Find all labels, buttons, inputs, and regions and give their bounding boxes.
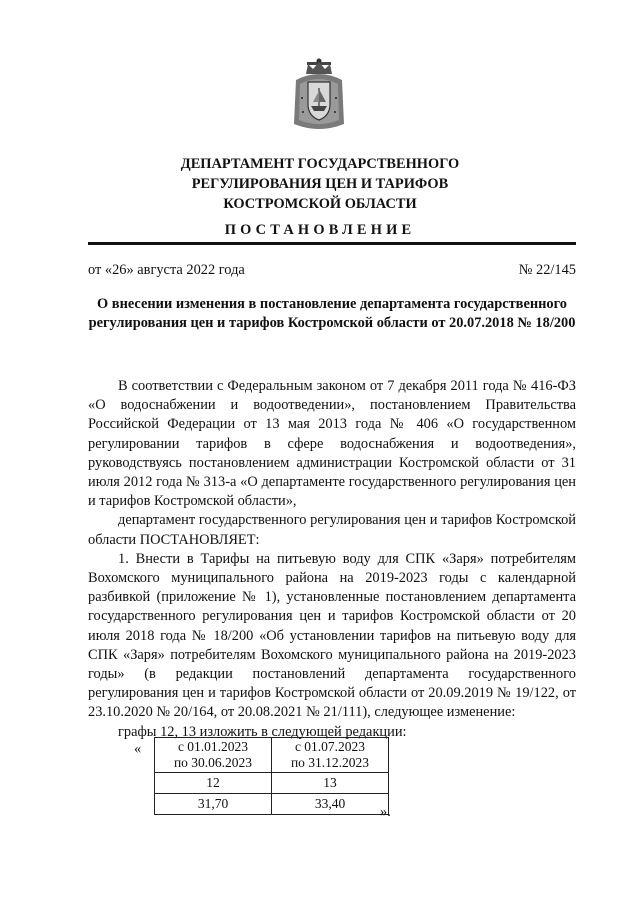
period-from: с 01.07.2023 xyxy=(294,739,366,754)
department-name xyxy=(100,154,540,214)
document-body xyxy=(88,377,576,742)
period-to: по 30.06.2023 xyxy=(173,755,253,770)
document-date: от «26» августа 2022 года xyxy=(88,262,245,278)
table-header-cell xyxy=(272,738,389,773)
document-subject: О внесении изменения в постановление департамента государственного регулирования цен и тарифов Костромской области от 20.07.2018 № 18/200 xyxy=(88,296,576,331)
column-number-cell: 13 xyxy=(272,773,389,794)
tariff-value-cell: 33,40 xyxy=(272,794,389,815)
table-row xyxy=(155,773,389,794)
date-number-line xyxy=(88,262,576,279)
tariff-table-block xyxy=(130,737,430,827)
department-line: РЕГУЛИРОВАНИЯ ЦЕН И ТАРИФОВ xyxy=(191,176,449,192)
period-from: с 01.01.2023 xyxy=(177,739,249,754)
body-paragraph: департамент государственного регулирования цен и тарифов Костромской области ПОСТАНОВЛЯЕТ: xyxy=(88,512,576,548)
table-row xyxy=(155,738,389,773)
period-to: по 31.12.2023 xyxy=(290,755,370,770)
table-row xyxy=(155,794,389,815)
document-type-heading: ПОСТАНОВЛЕНИЕ xyxy=(224,222,416,238)
quote-close: ». xyxy=(380,804,391,820)
department-line: ДЕПАРТАМЕНТ ГОСУДАРСТВЕННОГО xyxy=(180,156,460,172)
body-paragraph: В соответствии с Федеральным законом от 7 декабря 2011 года № 416-ФЗ «О водоснабжении и водоотведении», постановлением Правительства Российской Федерации от 13 мая 2013 года № 406 «О государственном регулировании тарифов в сфере водоснабжения и водоотведения», руководствуясь постановлением администрации Костромской области от 31 июля 2012 года № 313-а «О департаменте государственного регулирования цен и тарифов Костромской области», xyxy=(88,378,576,510)
table-header-cell xyxy=(155,738,272,773)
department-line: КОСТРОМСКОЙ ОБЛАСТИ xyxy=(223,196,417,212)
tariff-value-cell: 31,70 xyxy=(155,794,272,815)
document-number: № 22/145 xyxy=(518,262,576,278)
quote-open: « xyxy=(134,741,142,757)
tariff-table xyxy=(154,737,389,815)
column-number-cell: 12 xyxy=(155,773,272,794)
header-divider xyxy=(88,242,576,245)
body-paragraph: 1. Внести в Тарифы на питьевую воду для СПК «Заря» потребителям Вохомского муниципального района на 2019-2023 годы с календарной разбивкой (приложение № 1), установленные постановлением департамента государственного регулирования цен и тарифов Костромской области от 20 июля 2018 года № 18/200 «Об установлении тарифов на питьевую воду для СПК «Заря» потребителям Вохомского муниципального района на 2019-2023 годы» (в редакции постановлений департамента государственного регулирования цен и тарифов Костромской области от 20.09.2019 № 19/122, от 23.10.2020 № 20/164, от 20.08.2021 № 21/111), следующее изменение: xyxy=(88,550,576,721)
coat-of-arms-emblem xyxy=(290,58,348,134)
body-paragraph: графы 12, 13 изложить в следующей редакции: xyxy=(118,723,407,740)
